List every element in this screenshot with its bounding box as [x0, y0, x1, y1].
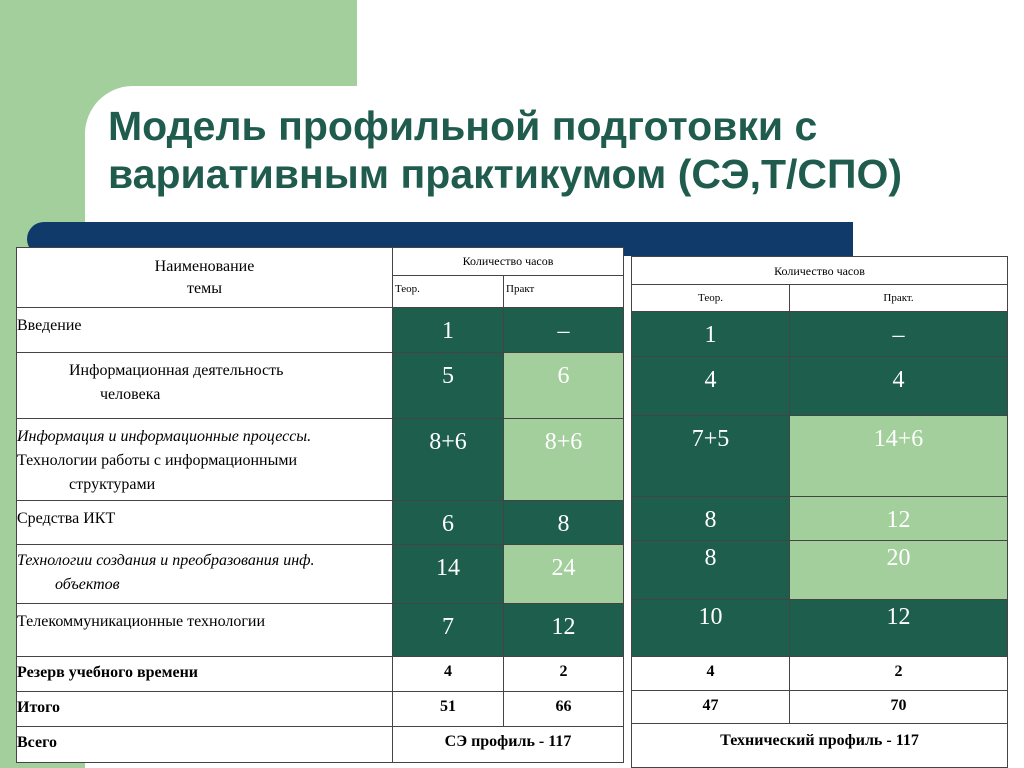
table-row	[632, 416, 1008, 497]
table-row	[632, 357, 1008, 416]
reserve-theory: 4	[632, 657, 790, 691]
topic-cell: Введение	[17, 308, 393, 353]
theory-cell: 14	[393, 545, 504, 604]
practice-cell: 8+6	[504, 419, 624, 501]
theory-cell: 5	[393, 353, 504, 419]
practice-cell: 12	[790, 600, 1008, 657]
theory-header: Теор.	[632, 285, 790, 312]
practice-cell: –	[504, 308, 624, 353]
reserve-theory: 4	[393, 657, 504, 692]
subtotal-practice: 66	[504, 692, 624, 727]
theory-cell: 10	[632, 600, 790, 657]
table-row	[17, 419, 624, 501]
theory-cell: 8+6	[393, 419, 504, 501]
slide-title	[108, 102, 1008, 198]
theory-cell: 1	[632, 312, 790, 357]
reserve-label: Резерв учебного времени	[17, 657, 393, 692]
table-row	[17, 501, 624, 545]
table-row	[17, 308, 624, 353]
table-row	[632, 600, 1008, 657]
hours-header: Количество часов	[632, 257, 1008, 285]
subtotal-theory: 47	[632, 691, 790, 724]
technical-profile-table	[631, 256, 1008, 768]
practice-cell: 4	[790, 357, 1008, 416]
reserve-row	[632, 657, 1008, 691]
topic-header: Наименование темы	[17, 248, 393, 308]
total-row	[632, 724, 1008, 768]
theory-cell: 8	[632, 541, 790, 600]
practice-cell: 12	[504, 604, 624, 657]
total-label: Всего	[17, 727, 393, 763]
topic-cell: Технологии создания и преобразования инф. объектов	[17, 545, 393, 604]
theory-cell: 6	[393, 501, 504, 545]
practice-header: Практ	[504, 276, 624, 308]
total-value: Технический профиль - 117	[632, 724, 1008, 768]
practice-cell: 24	[504, 545, 624, 604]
theory-cell: 8	[632, 497, 790, 541]
theory-cell: 7+5	[632, 416, 790, 497]
hours-header: Количество часов	[393, 248, 624, 276]
subtotal-row	[17, 692, 624, 727]
practice-header: Практ.	[790, 285, 1008, 312]
theory-cell: 7	[393, 604, 504, 657]
table-row	[17, 353, 624, 419]
total-value: СЭ профиль - 117	[393, 727, 624, 763]
practice-cell: 14+6	[790, 416, 1008, 497]
se-profile-table	[16, 247, 624, 763]
table-row	[632, 312, 1008, 357]
table-subheader-row	[632, 285, 1008, 312]
subtotal-theory: 51	[393, 692, 504, 727]
theory-header: Теор.	[393, 276, 504, 308]
topic-cell: Информация и информационные процессы. Технологии работы с информационными структурами	[17, 419, 393, 501]
subtotal-row	[632, 691, 1008, 724]
subtotal-practice: 70	[790, 691, 1008, 724]
theory-cell: 1	[393, 308, 504, 353]
title-line-1: Модель профильной подготовки с	[108, 103, 818, 149]
subtotal-label: Итого	[17, 692, 393, 727]
title-line-2: вариативным практикумом (СЭ,Т/СПО)	[108, 151, 903, 197]
table-row	[17, 604, 624, 657]
table-header-row	[632, 257, 1008, 285]
practice-cell: 20	[790, 541, 1008, 600]
table-row	[17, 545, 624, 604]
reserve-practice: 2	[790, 657, 1008, 691]
practice-cell: 8	[504, 501, 624, 545]
reserve-row	[17, 657, 624, 692]
practice-cell: 6	[504, 353, 624, 419]
practice-cell: –	[790, 312, 1008, 357]
topic-cell: Телекоммуникационные технологии	[17, 604, 393, 657]
topic-cell: Информационная деятельность человека	[17, 353, 393, 419]
table-row	[632, 541, 1008, 600]
table-header-row	[17, 248, 624, 276]
theory-cell: 4	[632, 357, 790, 416]
table-row	[632, 497, 1008, 541]
practice-cell: 12	[790, 497, 1008, 541]
total-row	[17, 727, 624, 763]
topic-cell: Средства ИКТ	[17, 501, 393, 545]
reserve-practice: 2	[504, 657, 624, 692]
